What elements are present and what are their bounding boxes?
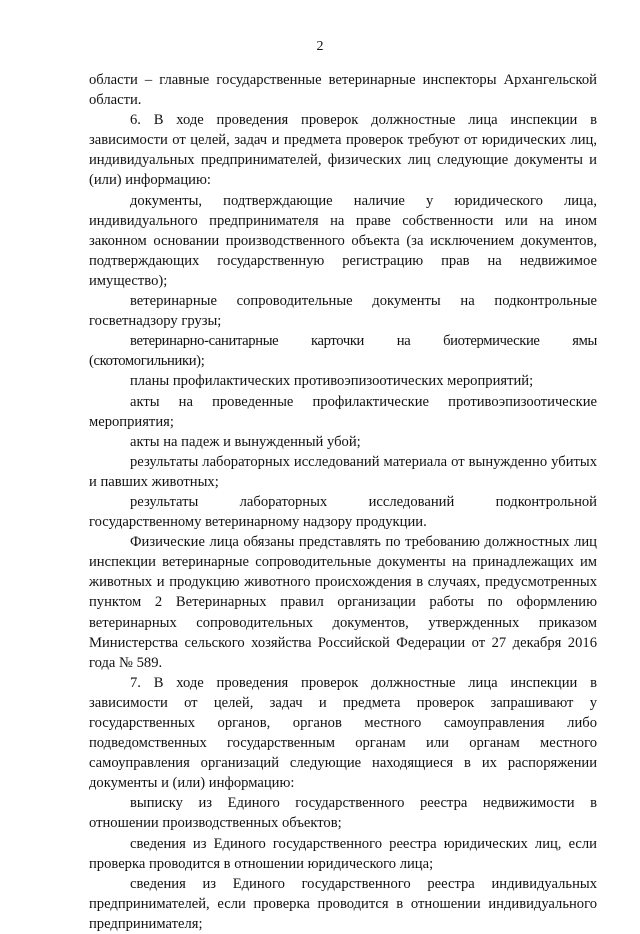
list-item: акты на проведенные профилактические противоэпизоотические мероприятия; — [89, 393, 597, 430]
paragraph-item-7: 7. В ходе проведения проверок должностные лица инспекции в зависимости от целей, задач и предмета проверок запрашивают у государственных органов, органов местного самоуправления либо подведомственных государственным органам или органам местного самоуправления организаций следующие находящиеся в их распоряжении документы и (или) информацию: — [89, 674, 597, 792]
list-item: результаты лабораторных исследований подконтрольной государственному ветеринарному надзору продукции. — [89, 493, 597, 531]
list-item: документы, подтверждающие наличие у юридического лица, индивидуального предпринимателя на праве собственности или на ином законном основании производственного объекта (за исключением документов, подтверждающих государственную регистрацию прав на недвижимое имущество); — [89, 192, 597, 289]
list-item: акты на падеж и вынужденный убой; — [130, 433, 361, 450]
paragraph-continuation: области – главные государственные ветеринарные инспекторы Архангельской области. — [89, 72, 597, 109]
document-body — [89, 70, 597, 934]
list-item: сведения из Единого государственного реестра индивидуальных предпринимателей, если проверка проводится в отношении индивидуального предпринимателя; — [89, 875, 597, 932]
paragraph-item-6: 6. В ходе проведения проверок должностные лица инспекции в зависимости от целей, задач и предмета проверок требуют от юридических лиц, индивидуальных предпринимателей, физических лиц следующие документы и (или) информацию: — [89, 112, 597, 189]
page-number: 2 — [316, 39, 324, 54]
list-item: планы профилактических противоэпизоотических мероприятий; — [130, 373, 534, 390]
list-item: ветеринарные сопроводительные документы на подконтрольные госветнадзору грузы; — [89, 293, 597, 330]
paragraph-individuals: Физические лица обязаны представлять по требованию должностных лиц инспекции ветеринарные сопроводительные документы на принадлежащих им животных и продукцию животного происхождения в случаях, предусмотренных пунктом 2 Ветеринарных правил организации работы по оформлению ветеринарных сопроводительных документов, утвержденных приказом Министерства сельского хозяйства Российской Федерации от 27 декабря 2016 года № 589. — [89, 534, 597, 671]
list-item: ветеринарно-санитарные карточки на биотермические ямы (скотомогильники); — [89, 333, 597, 370]
list-item: выписку из Единого государственного реестра недвижимости в отношении производственных объектов; — [89, 795, 597, 832]
list-item: сведения из Единого государственного реестра юридических лиц, если проверка проводится в отношении юридического лица; — [89, 835, 597, 872]
list-item: результаты лабораторных исследований материала от вынужденно убитых и павших животных; — [89, 453, 597, 490]
